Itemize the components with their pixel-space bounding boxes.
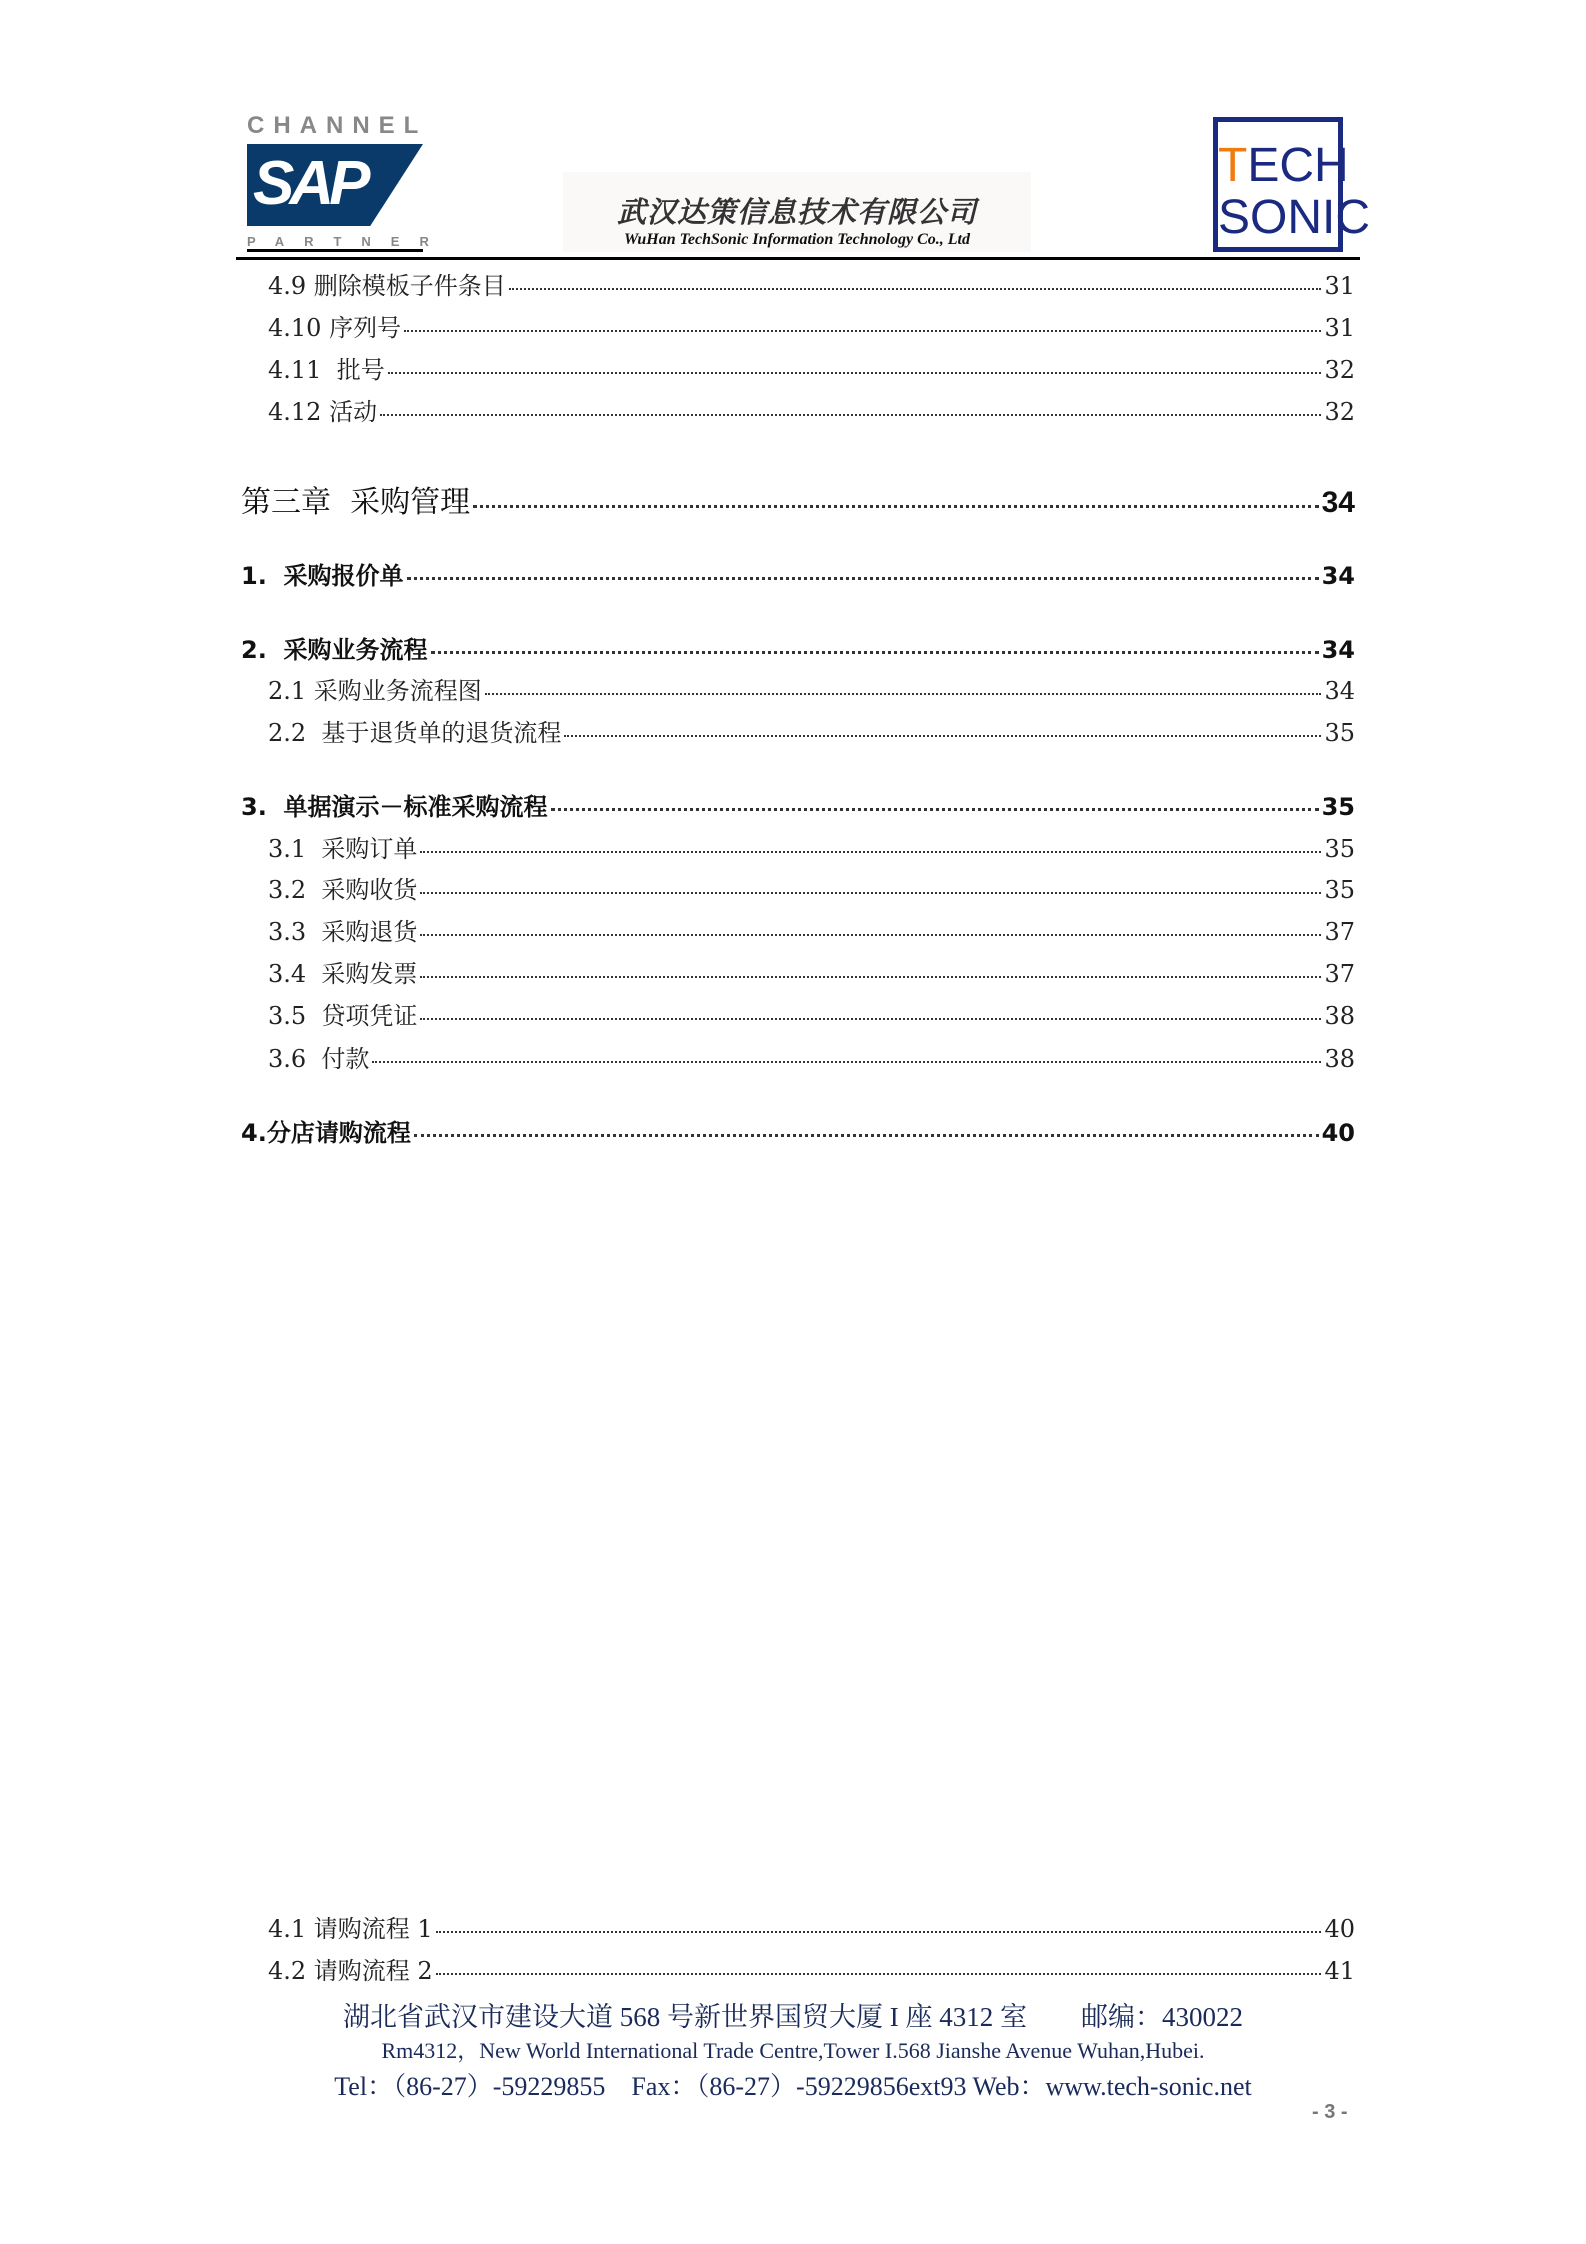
dot-leader <box>388 372 1322 374</box>
toc-entry-label: 4.11 批号 <box>268 356 385 384</box>
toc-entry-page: 34 <box>1321 486 1355 519</box>
toc-entry[interactable] <box>268 912 1355 947</box>
dot-leader <box>420 934 1321 936</box>
footer-address-en: Rm4312，New World International Trade Centre,Tower I.568 Jianshe Avenue Wuhan,Hubei. <box>381 2038 1205 2063</box>
toc-entry[interactable] <box>268 713 1355 748</box>
toc-entry-page: 35 <box>1324 835 1355 863</box>
toc-entry-label: 4.9 删除模板子件条目 <box>268 272 506 300</box>
dot-leader <box>431 651 1319 654</box>
toc-entry-page: 32 <box>1324 398 1355 426</box>
toc-entry-label: 4.1 请购流程 1 <box>268 1915 433 1943</box>
dot-leader <box>473 505 1319 508</box>
toc-entry-page: 31 <box>1324 272 1355 300</box>
toc-entry[interactable] <box>268 1909 1355 1944</box>
toc-entry-label: 4.分店请购流程 <box>241 1119 411 1147</box>
toc-entry-label: 2. 采购业务流程 <box>241 636 428 664</box>
dot-leader <box>551 808 1319 811</box>
toc-entry-label: 3.1 采购订单 <box>268 835 418 863</box>
dot-leader <box>436 1973 1322 1975</box>
toc-entry-page: 35 <box>1321 793 1355 821</box>
toc-entry-page: 31 <box>1324 314 1355 342</box>
toc-entry-label: 3.2 采购收货 <box>268 876 418 904</box>
toc-entry-page: 35 <box>1324 719 1355 747</box>
toc-entry-page: 34 <box>1324 677 1355 705</box>
toc-entry-page: 41 <box>1324 1957 1355 1985</box>
toc-entry[interactable] <box>268 392 1355 427</box>
dot-leader <box>420 851 1321 853</box>
toc-entry[interactable] <box>241 477 1355 521</box>
toc-entry[interactable] <box>268 671 1355 706</box>
toc-entry-page: 37 <box>1324 918 1355 946</box>
toc-entry[interactable] <box>268 350 1355 385</box>
toc-entry-label: 3.5 贷项凭证 <box>268 1002 418 1030</box>
toc-entry[interactable] <box>268 1039 1355 1074</box>
toc-entry-label: 第三章 采购管理 <box>241 485 471 520</box>
toc-entry[interactable] <box>268 996 1355 1031</box>
toc-entry-label: 3. 单据演示－标准采购流程 <box>241 793 548 821</box>
toc-entry[interactable] <box>268 266 1355 301</box>
dot-leader <box>404 330 1321 332</box>
toc-entry-label: 4.2 请购流程 2 <box>268 1957 433 1985</box>
toc-entry-label: 2.2 基于退货单的退货流程 <box>268 719 562 747</box>
toc-entry[interactable] <box>268 829 1355 864</box>
dot-leader <box>420 976 1321 978</box>
dot-leader <box>407 577 1319 580</box>
toc-entry-page: 38 <box>1324 1002 1355 1030</box>
dot-leader <box>420 1018 1321 1020</box>
toc-entry[interactable] <box>241 787 1355 822</box>
toc-entry-label: 1. 采购报价单 <box>241 562 404 590</box>
toc-entry[interactable] <box>241 630 1355 665</box>
toc-entry-page: 34 <box>1321 562 1355 590</box>
toc-entry[interactable] <box>268 954 1355 989</box>
toc-entry-page: 34 <box>1321 636 1355 664</box>
toc-entry[interactable] <box>268 870 1355 905</box>
toc-entry[interactable] <box>268 1951 1355 1986</box>
toc-entry-page: 35 <box>1324 876 1355 904</box>
dot-leader <box>436 1931 1322 1933</box>
toc-entry-page: 40 <box>1321 1119 1355 1147</box>
dot-leader <box>485 693 1322 695</box>
footer-address-cn: 湖北省武汉市建设大道 568 号新世界国贸大厦 I 座 4312 室 邮编：430022 <box>343 2002 1243 2032</box>
company-banner: 武汉达策信息技术有限公司 WuHan TechSonic Information Technology Co., Ltd <box>563 172 1031 252</box>
dot-leader <box>372 1061 1321 1063</box>
toc-entry-page: 32 <box>1324 356 1355 384</box>
toc-entry-label: 3.3 采购退货 <box>268 918 418 946</box>
dot-leader <box>564 735 1321 737</box>
toc-entry-page: 40 <box>1324 1915 1355 1943</box>
dot-leader <box>380 414 1321 416</box>
toc-entry[interactable] <box>268 308 1355 343</box>
toc-entry[interactable] <box>241 1113 1355 1148</box>
dot-leader <box>414 1134 1319 1137</box>
toc-entry-label: 4.12 活动 <box>268 398 378 426</box>
footer-contact: Tel：（86-27）-59229855 Fax：（86-27）-59229856ext93 Web：www.tech-sonic.net <box>334 2072 1252 2101</box>
toc-entry[interactable] <box>241 556 1355 591</box>
toc-entry-label: 4.10 序列号 <box>268 314 402 342</box>
toc-entry-page: 37 <box>1324 960 1355 988</box>
dot-leader <box>420 892 1321 894</box>
header-divider <box>236 257 1360 260</box>
sap-channel-partner-logo: CHANNEL SAP PARTNER <box>247 112 423 252</box>
toc-entry-label: 2.1 采购业务流程图 <box>268 677 482 705</box>
toc-entry-label: 3.6 付款 <box>268 1045 370 1073</box>
toc-entry-label: 3.4 采购发票 <box>268 960 418 988</box>
toc-entry-page: 38 <box>1324 1045 1355 1073</box>
page-number: - 3 - <box>1312 2101 1348 2123</box>
dot-leader <box>509 288 1322 290</box>
techsonic-logo: TECH SONIC <box>1213 117 1343 252</box>
